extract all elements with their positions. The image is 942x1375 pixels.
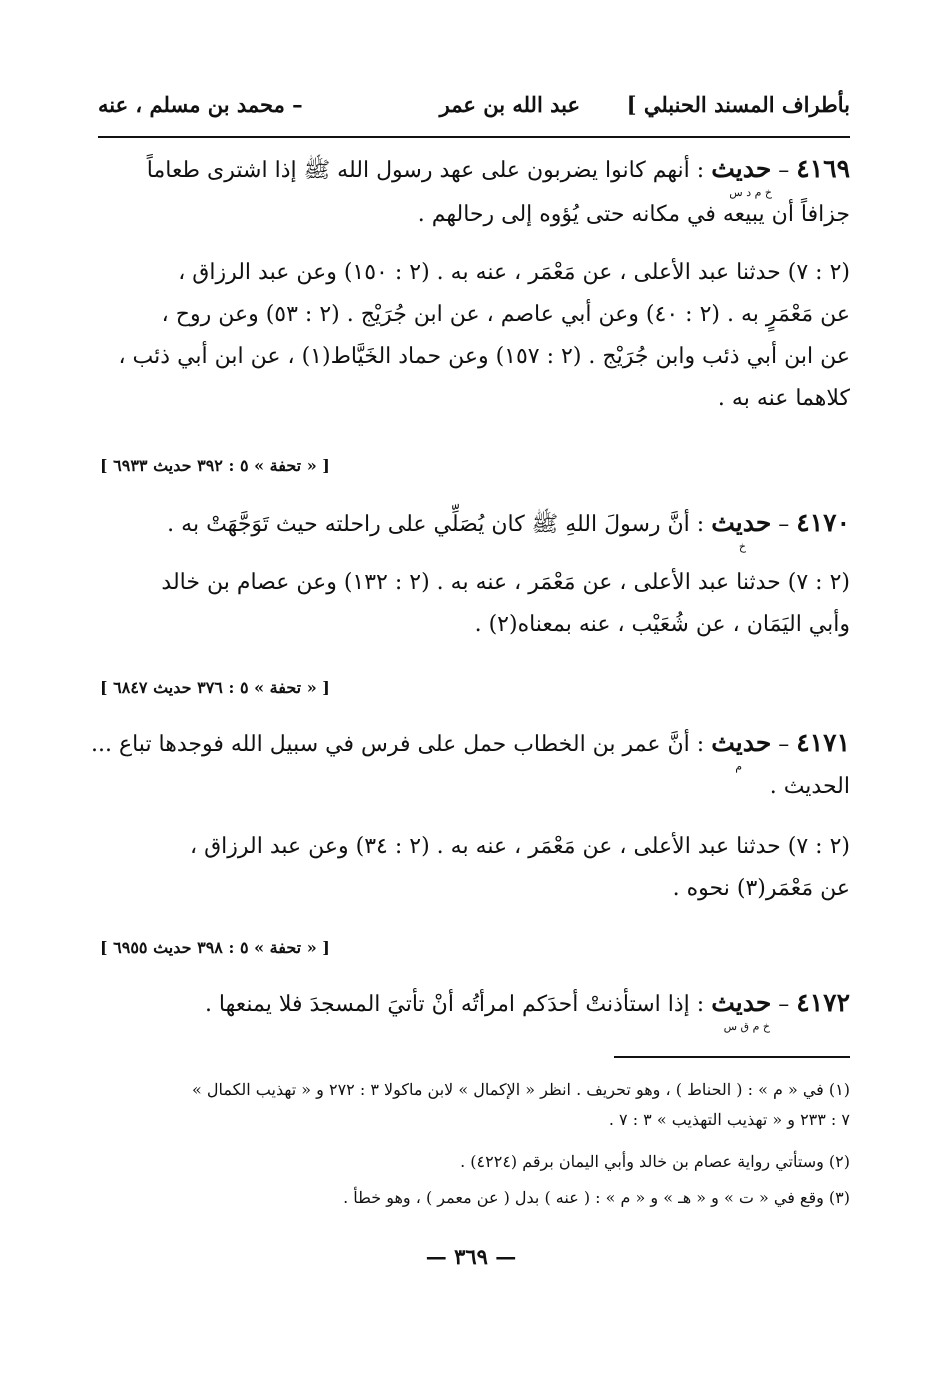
isnad-line: كلاهما عنه به . [717, 386, 850, 411]
hadith-keyword: حديث [711, 728, 772, 757]
hadith-sigla: خ م ق س [723, 1020, 770, 1033]
header-rule [98, 136, 850, 138]
hadith-4169-text-cont: جزافاً أن يبيعه في مكانه حتى يُؤوه إلى رحالهم . [417, 202, 850, 227]
hadith-4170-text: ٤١٧٠ – حديث : أنَّ رسولَ اللهِ ﷺ كان يُصَلِّي على راحلته حيث تَوَجَّهَتْ به . [167, 508, 850, 537]
hadith-keyword: حديث [711, 988, 772, 1017]
tuhfa-reference: [ « تحفة » ٥ : ٣٩٢ حديث ٦٩٣٣ ] [100, 456, 330, 475]
isnad-line: عن ابن أبي ذئب وابن جُرَيْج . (٢ : ١٥٧) وعن حماد الخَيَّاط(١) ، عن ابن أبي ذئب ، [118, 344, 850, 369]
isnad-line: (٢ : ٧) حدثنا عبد الأعلى ، عن مَعْمَر ، عنه به . (٢ : ٣٤) وعن عبد الرزاق ، [190, 834, 850, 859]
hadith-4171-text: ٤١٧١ – حديث : أنَّ عمر بن الخطاب حمل على فرس في سبيل الله فوجدها تباع ... [91, 728, 850, 757]
hadith-keyword: حديث [711, 508, 772, 537]
hadith-number: ٤١٧٠ [796, 508, 850, 537]
footnote-1-cont: ٧ : ٢٣٣ و « تهذيب التهذيب » ٣ : ٧ . [608, 1110, 850, 1129]
isnad-line: عن مَعْمَر(٣) نحوه . [672, 876, 850, 901]
chapter-title: عبد الله بن عمر [439, 92, 580, 117]
isnad-line: (٢ : ٧) حدثنا عبد الأعلى ، عن مَعْمَر ، عنه به . (٢ : ١٥٠) وعن عبد الرزاق ، [178, 260, 850, 285]
isnad-line: وأبي اليَمَان ، عن شُعَيْب ، عنه بمعناه(٢) . [474, 612, 850, 637]
running-header [98, 92, 850, 128]
footnote-3: (٣) وقع في « ت » و « هـ » و « م » : ( عنه ) بدل ( عن معمر ) ، وهو خطأ . [343, 1188, 850, 1207]
footnote-1: (١) في « م » : ( الحناط ) ، وهو تحريف . انظر « الإكمال » لابن ماكولا ٣ : ٢٧٢ و « تهذيب الكمال » [191, 1080, 850, 1099]
hadith-sigla: خ م د س [729, 186, 772, 199]
tuhfa-reference: [ « تحفة » ٥ : ٣٩٨ حديث ٦٩٥٥ ] [100, 938, 330, 957]
hadith-4172-text: ٤١٧٢ – حديث : إذا استأذنتْ أحدَكم امرأتُه أنْ تأتيَ المسجدَ فلا يمنعها . [204, 988, 850, 1017]
isnad-line: (٢ : ٧) حدثنا عبد الأعلى ، عن مَعْمَر ، عنه به . (٢ : ١٣٢) وعن عصام بن خالد [161, 570, 850, 595]
book-title: بأطراف المسند الحنبلي ] [626, 92, 850, 117]
tuhfa-reference: [ « تحفة » ٥ : ٣٧٦ حديث ٦٨٤٧ ] [100, 678, 330, 697]
hadith-number: ٤١٧١ [796, 728, 850, 757]
page-number: — ٣٦٩ — [425, 1244, 517, 1269]
hadith-sigla: م [735, 760, 742, 773]
hadith-sigla: خ [738, 540, 746, 553]
hadith-4171-text-cont: الحديث . [769, 774, 850, 799]
hadith-4169-text: ٤١٦٩ – حديث : أنهم كانوا يضربون على عهد رسول الله ﷺ إذا اشترى طعاماً [146, 154, 850, 183]
hadith-number: ٤١٧٢ [796, 988, 850, 1017]
hadith-number: ٤١٦٩ [796, 154, 850, 183]
hadith-keyword: حديث [711, 154, 772, 183]
footnote-rule [614, 1056, 850, 1058]
section-title: – محمد بن مسلم ، عنه [98, 92, 303, 117]
footnote-2: (٢) وستأتي رواية عصام بن خالد وأبي اليمان برقم (٤٢٢٤) . [460, 1152, 850, 1171]
isnad-line: عن مَعْمَرٍ به . (٢ : ٤٠) وعن أبي عاصم ، عن ابن جُرَيْج . (٢ : ٥٣) وعن روح ، [161, 302, 850, 327]
